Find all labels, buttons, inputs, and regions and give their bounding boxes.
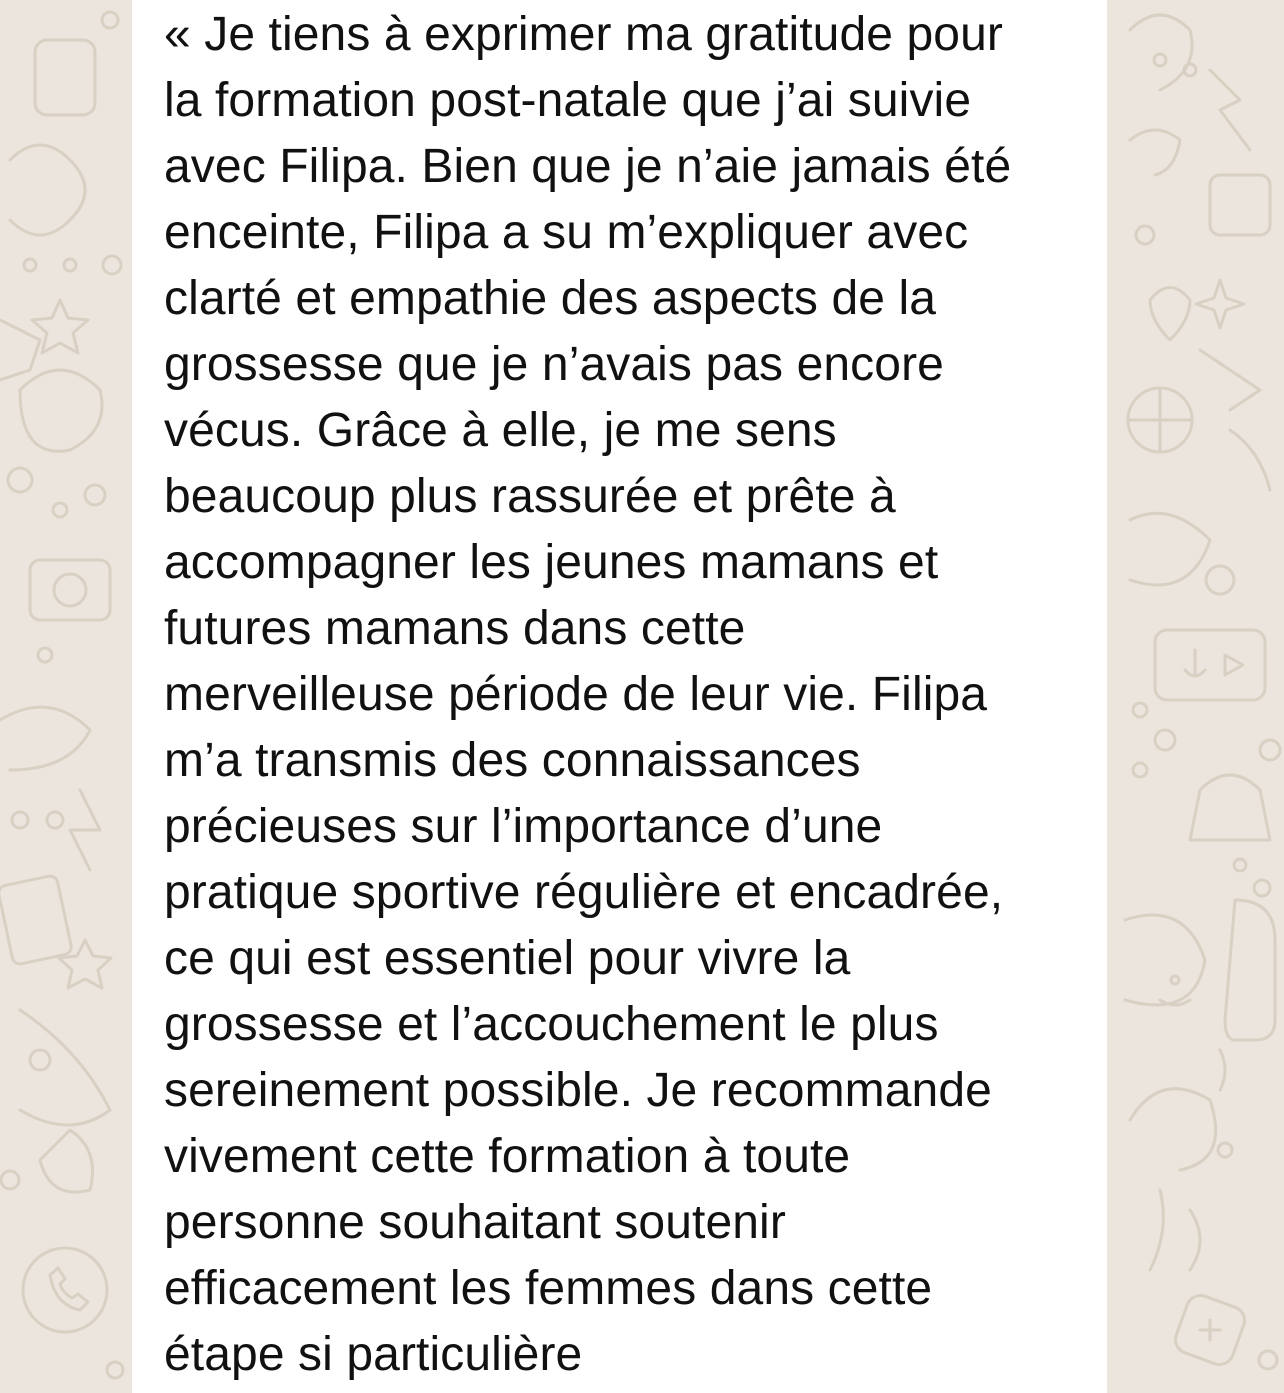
message-line: clarté et empathie des aspects de la [164, 272, 937, 325]
message-line: précieuses sur l’importance d’une [164, 800, 883, 853]
message-line: m’a transmis des connaissances [164, 734, 861, 787]
message-line: vécus. Grâce à elle, je me sens [164, 404, 837, 457]
rocket-doodle-icon [20, 370, 102, 451]
message-line: pratique sportive régulière et encadrée, [164, 866, 1004, 919]
lightning-right-doodle-icon [1210, 70, 1250, 150]
whatsapp-logo-doodle-icon [23, 1248, 107, 1332]
message-line: étape si particulière [164, 1328, 583, 1381]
bell-box-doodle-icon [1210, 175, 1270, 235]
message-line: grossesse et l’accouchement le plus [164, 998, 939, 1051]
message-line: grossesse que je n’avais pas encore [164, 338, 944, 391]
pin-doodle-icon [1150, 288, 1190, 341]
message-line: efficacement les femmes dans cette [164, 1262, 933, 1315]
heart-doodle-icon [10, 145, 85, 235]
message-text [164, 2, 1084, 1388]
emoji-doodle-icon [1125, 915, 1205, 1005]
phone-doodle-icon [35, 40, 95, 115]
video-doodle-icon [1155, 630, 1265, 700]
message-line: beaucoup plus rassurée et prête à [164, 470, 896, 523]
card-doodle-icon [0, 875, 73, 966]
location-doodle-icon [1130, 513, 1210, 585]
message-line: « Je tiens à exprimer ma gratitude pour [164, 8, 1003, 61]
camera-doodle-icon [30, 560, 110, 620]
message-line: futures mamans dans cette [164, 602, 746, 655]
message-line: sereinement possible. Je recommande [164, 1064, 992, 1117]
sparkle-doodle-icon [1196, 280, 1244, 328]
popsicle-doodle-icon [1225, 900, 1275, 1040]
bell-doodle-icon [1190, 775, 1270, 840]
message-line: vivement cette formation à toute [164, 1130, 851, 1183]
cloud-small-doodle-icon [1130, 130, 1180, 175]
cloud-doodle-icon [1130, 15, 1192, 90]
message-line: avec Filipa. Bien que je n’aie jamais été [164, 140, 1012, 193]
message-line: la formation post-natale que j’ai suivie [164, 74, 972, 127]
lightning-doodle-icon [70, 790, 100, 870]
message-line: ce qui est essentiel pour vivre la [164, 932, 851, 985]
message-line: enceinte, Filipa a su m’expliquer avec [164, 206, 969, 259]
star-doodle-icon [32, 300, 88, 353]
message-line: merveilleuse période de leur vie. Filipa [164, 668, 988, 721]
bubble-doodle-icon [102, 12, 118, 28]
message-line: accompagner les jeunes mamans et [164, 536, 939, 589]
cat-doodle-icon [1130, 1089, 1216, 1170]
message-bubble[interactable] [132, 0, 1107, 1393]
gift-doodle-icon [40, 1130, 93, 1192]
message-line: personne souhaitant soutenir [164, 1196, 786, 1249]
